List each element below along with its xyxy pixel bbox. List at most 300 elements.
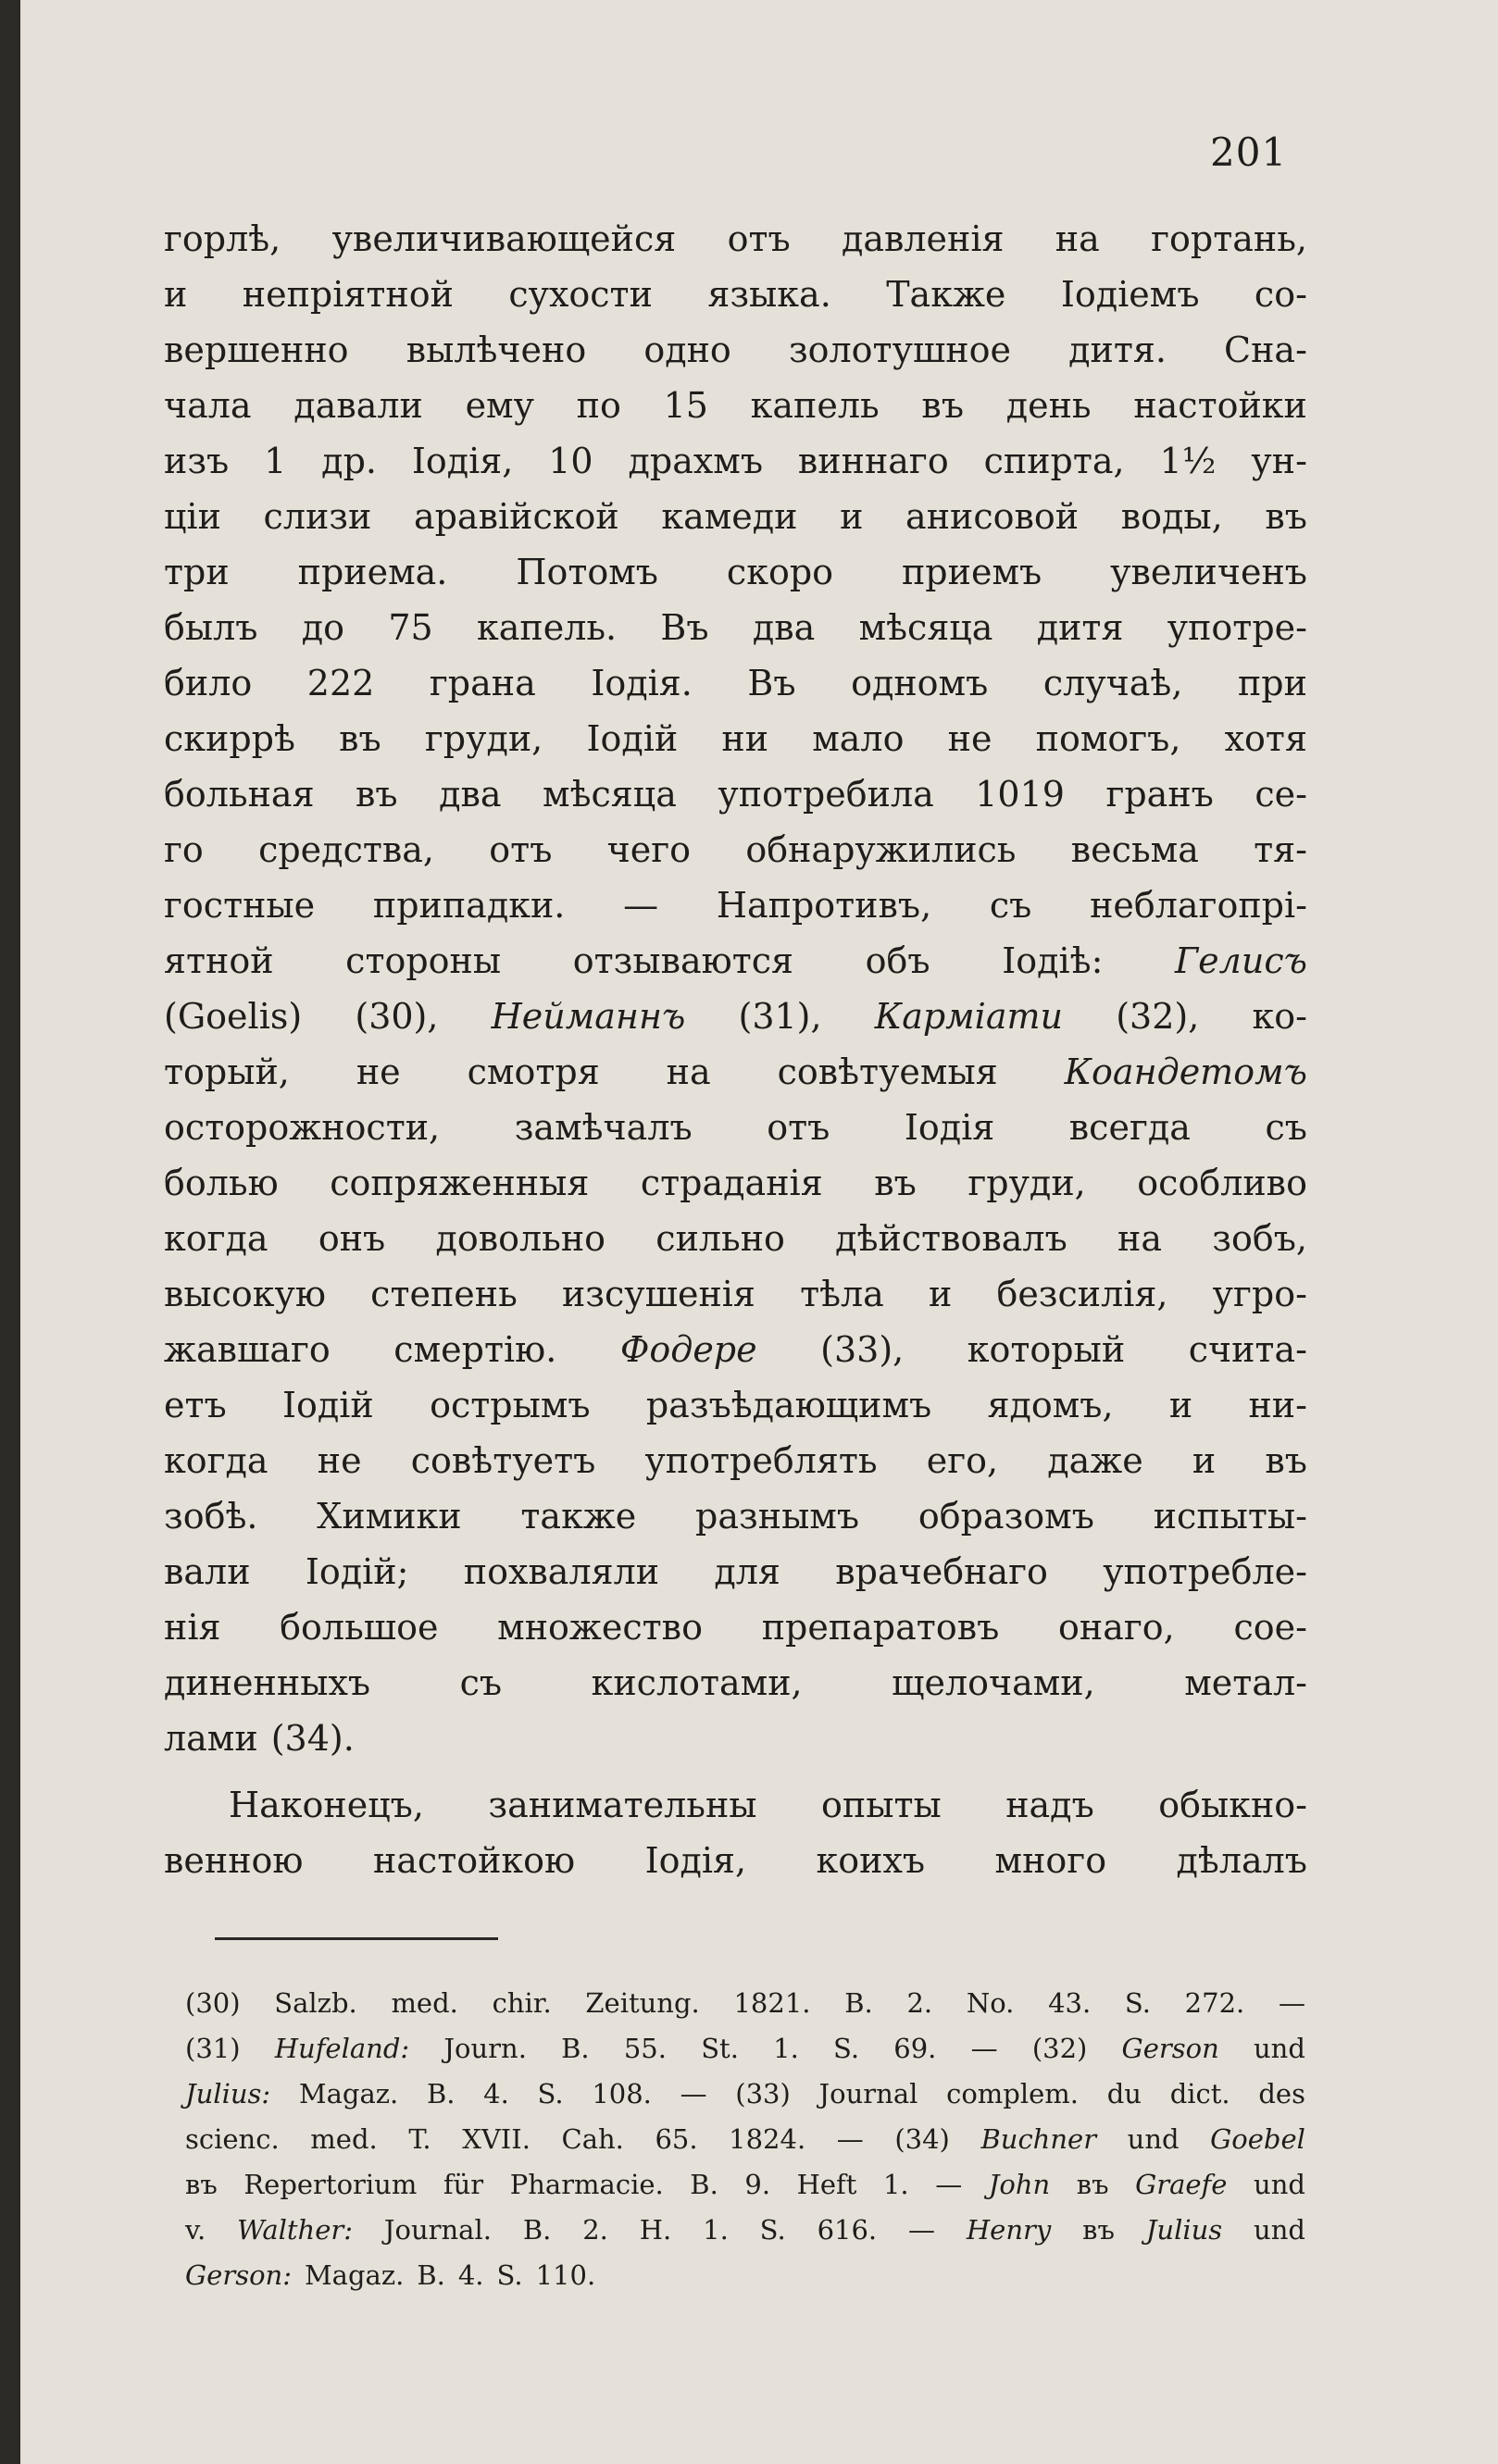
word: случаѣ, xyxy=(1042,663,1183,703)
word: зобѣ. xyxy=(164,1496,258,1537)
word: вершенно xyxy=(164,330,349,370)
word: 1019 xyxy=(975,774,1065,815)
word: испыты- xyxy=(1153,1496,1307,1537)
word: зобъ, xyxy=(1212,1218,1307,1259)
word: смертію. xyxy=(393,1329,557,1370)
word: Graefe xyxy=(1135,2169,1228,2200)
word: Іодія xyxy=(904,1107,995,1148)
word: сильно xyxy=(655,1218,785,1259)
word: въ xyxy=(1265,496,1307,537)
word: Іодіемъ xyxy=(1060,274,1200,315)
word: дѣйствовалъ xyxy=(835,1218,1067,1259)
text-line xyxy=(164,1544,1307,1599)
word: мѣсяца xyxy=(543,774,677,815)
word: Въ xyxy=(747,663,796,703)
word: B. xyxy=(522,2214,552,2246)
word: щелочами, xyxy=(892,1662,1095,1703)
word: (32) xyxy=(1031,2033,1088,2064)
word: T. xyxy=(408,2123,431,2155)
word: капель xyxy=(750,385,880,426)
word: 1. xyxy=(882,2169,909,2200)
word: образомъ xyxy=(918,1496,1094,1537)
text-line xyxy=(164,655,1307,711)
word: Gerson xyxy=(1121,2033,1219,2064)
word: груди, xyxy=(424,718,543,759)
word: Іодія, xyxy=(411,441,514,481)
word: лами xyxy=(164,1718,258,1759)
word: два xyxy=(752,607,816,648)
word: Іодія, xyxy=(644,1840,747,1881)
word: Наконецъ, xyxy=(229,1785,424,1825)
footnotes xyxy=(185,1981,1305,2298)
word: давленія xyxy=(841,218,1005,259)
word: стороны xyxy=(345,940,502,981)
word: жавшаго xyxy=(164,1329,331,1370)
word: 4. xyxy=(483,2078,509,2109)
word: Magaz. xyxy=(298,2078,399,2109)
word: ни xyxy=(721,718,769,759)
word: разъѣдающимъ xyxy=(645,1385,932,1425)
word: XVII. xyxy=(462,2123,531,2155)
word: три xyxy=(164,552,230,592)
word: Напротивъ, xyxy=(716,885,932,926)
word: ятной xyxy=(164,940,274,981)
word: аравійской xyxy=(413,496,619,537)
word: 75 xyxy=(388,607,433,648)
word: ему xyxy=(465,385,534,426)
word: обнаружились xyxy=(745,829,1017,870)
word: 1½ xyxy=(1159,441,1217,481)
word: камеди xyxy=(661,496,798,537)
word: мѣсяца xyxy=(858,607,993,648)
word: (30), xyxy=(355,996,439,1037)
word: Pharmacie. xyxy=(509,2169,664,2200)
word: сухости xyxy=(508,274,653,315)
word: Magaz. xyxy=(304,2259,405,2291)
word: 43. xyxy=(1048,1987,1092,2019)
footnote-line xyxy=(185,2117,1305,2162)
word: Zeitung. xyxy=(585,1987,700,2019)
word: языка. xyxy=(707,274,831,315)
word: по xyxy=(576,385,621,426)
word: др. xyxy=(321,441,377,481)
word: счита- xyxy=(1188,1329,1307,1370)
text-line xyxy=(164,544,1307,600)
word: 10 xyxy=(548,441,593,481)
word: (30) xyxy=(185,1987,241,2019)
word: Salzb. xyxy=(274,1987,357,2019)
word: St. xyxy=(701,2033,739,2064)
word: увеличенъ xyxy=(1110,552,1307,592)
word: когда xyxy=(164,1218,268,1259)
word: настойкою xyxy=(372,1840,576,1881)
word: Journal xyxy=(818,2078,918,2109)
word: Іодій; xyxy=(305,1551,409,1592)
word: дитя xyxy=(1036,607,1124,648)
word: его, xyxy=(926,1440,999,1481)
word: гостные xyxy=(164,885,316,926)
word: chir. xyxy=(492,1987,552,2019)
text-line xyxy=(164,600,1307,655)
word: не xyxy=(317,1440,362,1481)
word: торый, xyxy=(164,1052,290,1092)
word: Іодій xyxy=(586,718,679,759)
word: чала xyxy=(164,385,252,426)
word: грана xyxy=(429,663,536,703)
word: метал- xyxy=(1184,1662,1307,1703)
word: (Goelis) xyxy=(164,996,303,1037)
word: замѣчалъ xyxy=(514,1107,693,1148)
word: въ xyxy=(185,2169,218,2200)
word: анисовой xyxy=(905,496,1080,537)
word: Repertorium xyxy=(243,2169,418,2200)
word: слизи xyxy=(263,496,372,537)
word: 110. xyxy=(535,2259,596,2291)
word: Heft xyxy=(796,2169,857,2200)
word: (31), xyxy=(738,996,822,1037)
word: много xyxy=(994,1840,1107,1881)
text-line xyxy=(164,766,1307,822)
word: Julius xyxy=(1145,2214,1223,2246)
word: — xyxy=(970,2033,998,2064)
word: (32), xyxy=(1116,996,1200,1037)
word: приемъ xyxy=(901,552,1042,592)
text-line xyxy=(164,877,1307,933)
text-line xyxy=(164,1777,1307,1833)
word: 1821. xyxy=(733,1987,811,2019)
word: чего xyxy=(606,829,692,870)
word: des xyxy=(1258,2078,1305,2109)
word: совѣтуемыя xyxy=(777,1052,998,1092)
word: непріятной xyxy=(242,274,454,315)
word: не xyxy=(356,1052,401,1092)
word: и xyxy=(164,274,188,315)
text-line xyxy=(164,1044,1307,1100)
word: ядомъ, xyxy=(987,1385,1114,1425)
word: горлѣ, xyxy=(164,218,281,259)
footnote-line xyxy=(185,2162,1305,2208)
word: опыты xyxy=(821,1785,942,1825)
text-line xyxy=(164,1488,1307,1544)
word: на xyxy=(1055,218,1100,259)
body-text xyxy=(164,211,1307,1888)
word: диненныхъ xyxy=(164,1662,371,1703)
word: средства, xyxy=(258,829,435,870)
word: 2. xyxy=(906,1987,933,2019)
word: два xyxy=(439,774,502,815)
word: (33) xyxy=(735,2078,791,2109)
word: Фодере xyxy=(619,1329,757,1370)
word: драхмъ xyxy=(628,441,764,481)
text-line xyxy=(164,822,1307,877)
footnote-line xyxy=(185,1981,1305,2026)
word: 1824. xyxy=(729,2123,806,2155)
word: сопряженныя xyxy=(330,1163,590,1203)
text-line xyxy=(164,711,1307,766)
word: сое- xyxy=(1233,1607,1307,1648)
word: S. xyxy=(1124,1987,1151,2019)
word: B. xyxy=(417,2259,445,2291)
text-line xyxy=(164,1711,1307,1766)
word: скиррѣ xyxy=(164,718,295,759)
word: Въ xyxy=(660,607,709,648)
word: Henry xyxy=(966,2214,1052,2246)
word: und xyxy=(1127,2123,1180,2155)
word: также xyxy=(520,1496,637,1537)
text-line xyxy=(164,433,1307,489)
word: (34). xyxy=(270,1718,355,1759)
text-line xyxy=(164,1100,1307,1155)
word: го xyxy=(164,829,204,870)
text-line xyxy=(164,378,1307,433)
word: смотря xyxy=(467,1052,600,1092)
word: med. xyxy=(310,2123,378,2155)
word: отъ xyxy=(727,218,791,259)
word: помогъ, xyxy=(1035,718,1181,759)
word: Химики xyxy=(317,1496,462,1537)
word: всегда xyxy=(1068,1107,1191,1148)
word: онъ xyxy=(318,1218,386,1259)
word: 2. xyxy=(582,2214,608,2246)
word: Cah. xyxy=(561,2123,624,2155)
page-number: 201 xyxy=(1210,130,1288,175)
word: со- xyxy=(1254,274,1307,315)
word: болью xyxy=(164,1163,279,1203)
word: виннаго xyxy=(797,441,949,481)
word: безсилія, xyxy=(996,1274,1168,1314)
word: занимательны xyxy=(488,1785,757,1825)
word: етъ xyxy=(164,1385,227,1425)
word: скоро xyxy=(726,552,834,592)
word: особливо xyxy=(1137,1163,1307,1203)
word: dict. xyxy=(1169,2078,1230,2109)
word: S. xyxy=(496,2259,523,2291)
word: und xyxy=(1254,2169,1305,2200)
word: — xyxy=(623,885,659,926)
word: Іодіѣ: xyxy=(1002,940,1104,981)
word: 272. xyxy=(1184,1987,1245,2019)
word: употребила xyxy=(718,774,934,815)
text-line xyxy=(164,1655,1307,1711)
word: отъ xyxy=(767,1107,830,1148)
word: Коандетомъ xyxy=(1064,1052,1307,1092)
word: B. xyxy=(426,2078,456,2109)
word: Гелисъ xyxy=(1175,940,1307,981)
word: John xyxy=(988,2169,1051,2200)
word: употреблять xyxy=(644,1440,878,1481)
word: въ xyxy=(1082,2214,1115,2246)
text-line xyxy=(164,1211,1307,1266)
text-line xyxy=(164,1433,1307,1488)
word: въ xyxy=(356,774,398,815)
word: капель. xyxy=(476,607,618,648)
word: обыкно- xyxy=(1158,1785,1307,1825)
word: съ xyxy=(989,885,1032,926)
word: онаго, xyxy=(1057,1607,1175,1648)
word: Journ. xyxy=(443,2033,527,2064)
word: S. xyxy=(833,2033,860,2064)
word: и xyxy=(840,496,864,537)
word: Journal. xyxy=(383,2214,492,2246)
word: und xyxy=(1253,2033,1305,2064)
word: Карміати xyxy=(874,996,1063,1037)
word: на xyxy=(1117,1218,1162,1259)
word: большое xyxy=(280,1607,439,1648)
text-line xyxy=(164,211,1307,267)
word: врачебнаго xyxy=(835,1551,1048,1592)
word: — xyxy=(836,2123,864,2155)
word: — xyxy=(908,2214,936,2246)
word: отъ xyxy=(489,829,553,870)
word: надъ xyxy=(1005,1785,1094,1825)
word: настойки xyxy=(1133,385,1307,426)
word: изъ xyxy=(164,441,230,481)
word: — xyxy=(680,2078,707,2109)
word: въ xyxy=(921,385,964,426)
word: (34) xyxy=(894,2123,950,2155)
word: воды, xyxy=(1120,496,1223,537)
word: въ xyxy=(1076,2169,1109,2200)
word: du xyxy=(1106,2078,1142,2109)
word: страданія xyxy=(640,1163,823,1203)
word: 108. xyxy=(592,2078,652,2109)
word: припадки. xyxy=(372,885,566,926)
word: 616. xyxy=(817,2214,878,2246)
word: дѣлалъ xyxy=(1176,1840,1307,1881)
word: груди, xyxy=(967,1163,1086,1203)
word: 222 xyxy=(306,663,375,703)
word: венною xyxy=(164,1840,304,1881)
word: кислотами, xyxy=(591,1662,803,1703)
word: одномъ xyxy=(851,663,989,703)
word: и xyxy=(1192,1440,1217,1481)
word: Также xyxy=(886,274,1006,315)
word: когда xyxy=(164,1440,268,1481)
text-line xyxy=(164,989,1307,1044)
word: 65. xyxy=(655,2123,698,2155)
text-line xyxy=(164,1155,1307,1211)
word: до xyxy=(301,607,345,648)
word: увеличивающейся xyxy=(331,218,677,259)
word: се- xyxy=(1255,774,1307,815)
word: 69. xyxy=(893,2033,937,2064)
text-line xyxy=(164,1266,1307,1322)
word: спирта, xyxy=(983,441,1125,481)
word: ко- xyxy=(1252,996,1307,1037)
word: Потомъ xyxy=(516,552,658,592)
text-line xyxy=(164,267,1307,322)
word: золотушное xyxy=(788,330,1011,370)
word: съ xyxy=(1265,1107,1307,1148)
word: (33), xyxy=(820,1329,905,1370)
word: препаратовъ xyxy=(761,1607,1000,1648)
word: въ xyxy=(874,1163,917,1203)
text-line xyxy=(164,1833,1307,1888)
word: 15 xyxy=(663,385,708,426)
word: осторожности, xyxy=(164,1107,441,1148)
word: гортань, xyxy=(1151,218,1307,259)
text-line xyxy=(164,489,1307,544)
word: scienc. xyxy=(185,2123,280,2155)
word: изсушенія xyxy=(561,1274,755,1314)
word: (31) xyxy=(185,2033,241,2064)
word: похваляли xyxy=(463,1551,660,1592)
word: не xyxy=(947,718,992,759)
word: высокую xyxy=(164,1274,326,1314)
word: S. xyxy=(537,2078,564,2109)
word: даже xyxy=(1047,1440,1143,1481)
text-line xyxy=(164,1377,1307,1433)
word: B. xyxy=(561,2033,590,2064)
word: объ xyxy=(865,940,930,981)
word: весьма xyxy=(1070,829,1199,870)
word: und xyxy=(1254,2214,1305,2246)
word: Сна- xyxy=(1224,330,1307,370)
word: въ xyxy=(1265,1440,1307,1481)
word: мало xyxy=(812,718,905,759)
word: нія xyxy=(164,1607,221,1648)
word: разнымъ xyxy=(695,1496,860,1537)
word: Walther: xyxy=(237,2214,354,2246)
text-line xyxy=(164,1322,1307,1377)
word: für xyxy=(443,2169,484,2200)
word: для xyxy=(714,1551,780,1592)
text-line xyxy=(164,322,1307,378)
word: тя- xyxy=(1254,829,1307,870)
word: Іодій xyxy=(281,1385,374,1425)
footnote-line xyxy=(185,2072,1305,2117)
word: больная xyxy=(164,774,315,815)
word: complem. xyxy=(946,2078,1080,2109)
word: ціи xyxy=(164,496,221,537)
word: v. xyxy=(185,2214,206,2246)
word: 4. xyxy=(457,2259,484,2291)
word: множество xyxy=(497,1607,703,1648)
word: вылѣчено xyxy=(406,330,587,370)
word: угро- xyxy=(1212,1274,1307,1314)
word: на xyxy=(666,1052,711,1092)
word: H. xyxy=(639,2214,672,2246)
word: Gerson: xyxy=(185,2259,292,2291)
word: 55. xyxy=(623,2033,667,2064)
word: и xyxy=(1168,1385,1193,1425)
word: степень xyxy=(370,1274,518,1314)
word: приема. xyxy=(297,552,448,592)
word: ни- xyxy=(1248,1385,1307,1425)
word: вали xyxy=(164,1551,251,1592)
word: употребле- xyxy=(1103,1551,1307,1592)
word: 9. xyxy=(744,2169,771,2200)
word: довольно xyxy=(435,1218,606,1259)
word: одно xyxy=(643,330,731,370)
word: тѣла xyxy=(800,1274,884,1314)
word: совѣтуетъ xyxy=(410,1440,596,1481)
word: 1. xyxy=(703,2214,729,2246)
word: при xyxy=(1237,663,1307,703)
word: въ xyxy=(339,718,381,759)
word: коихъ xyxy=(816,1840,926,1881)
word: былъ xyxy=(164,607,258,648)
word: било xyxy=(164,663,253,703)
word: гранъ xyxy=(1105,774,1214,815)
footnote-line xyxy=(185,2253,1305,2298)
word: Goebel xyxy=(1210,2123,1305,2155)
word: Hufeland: xyxy=(274,2033,410,2064)
footnote-line xyxy=(185,2026,1305,2072)
word: который xyxy=(967,1329,1126,1370)
word: употре- xyxy=(1167,607,1307,648)
word: 1 xyxy=(264,441,287,481)
